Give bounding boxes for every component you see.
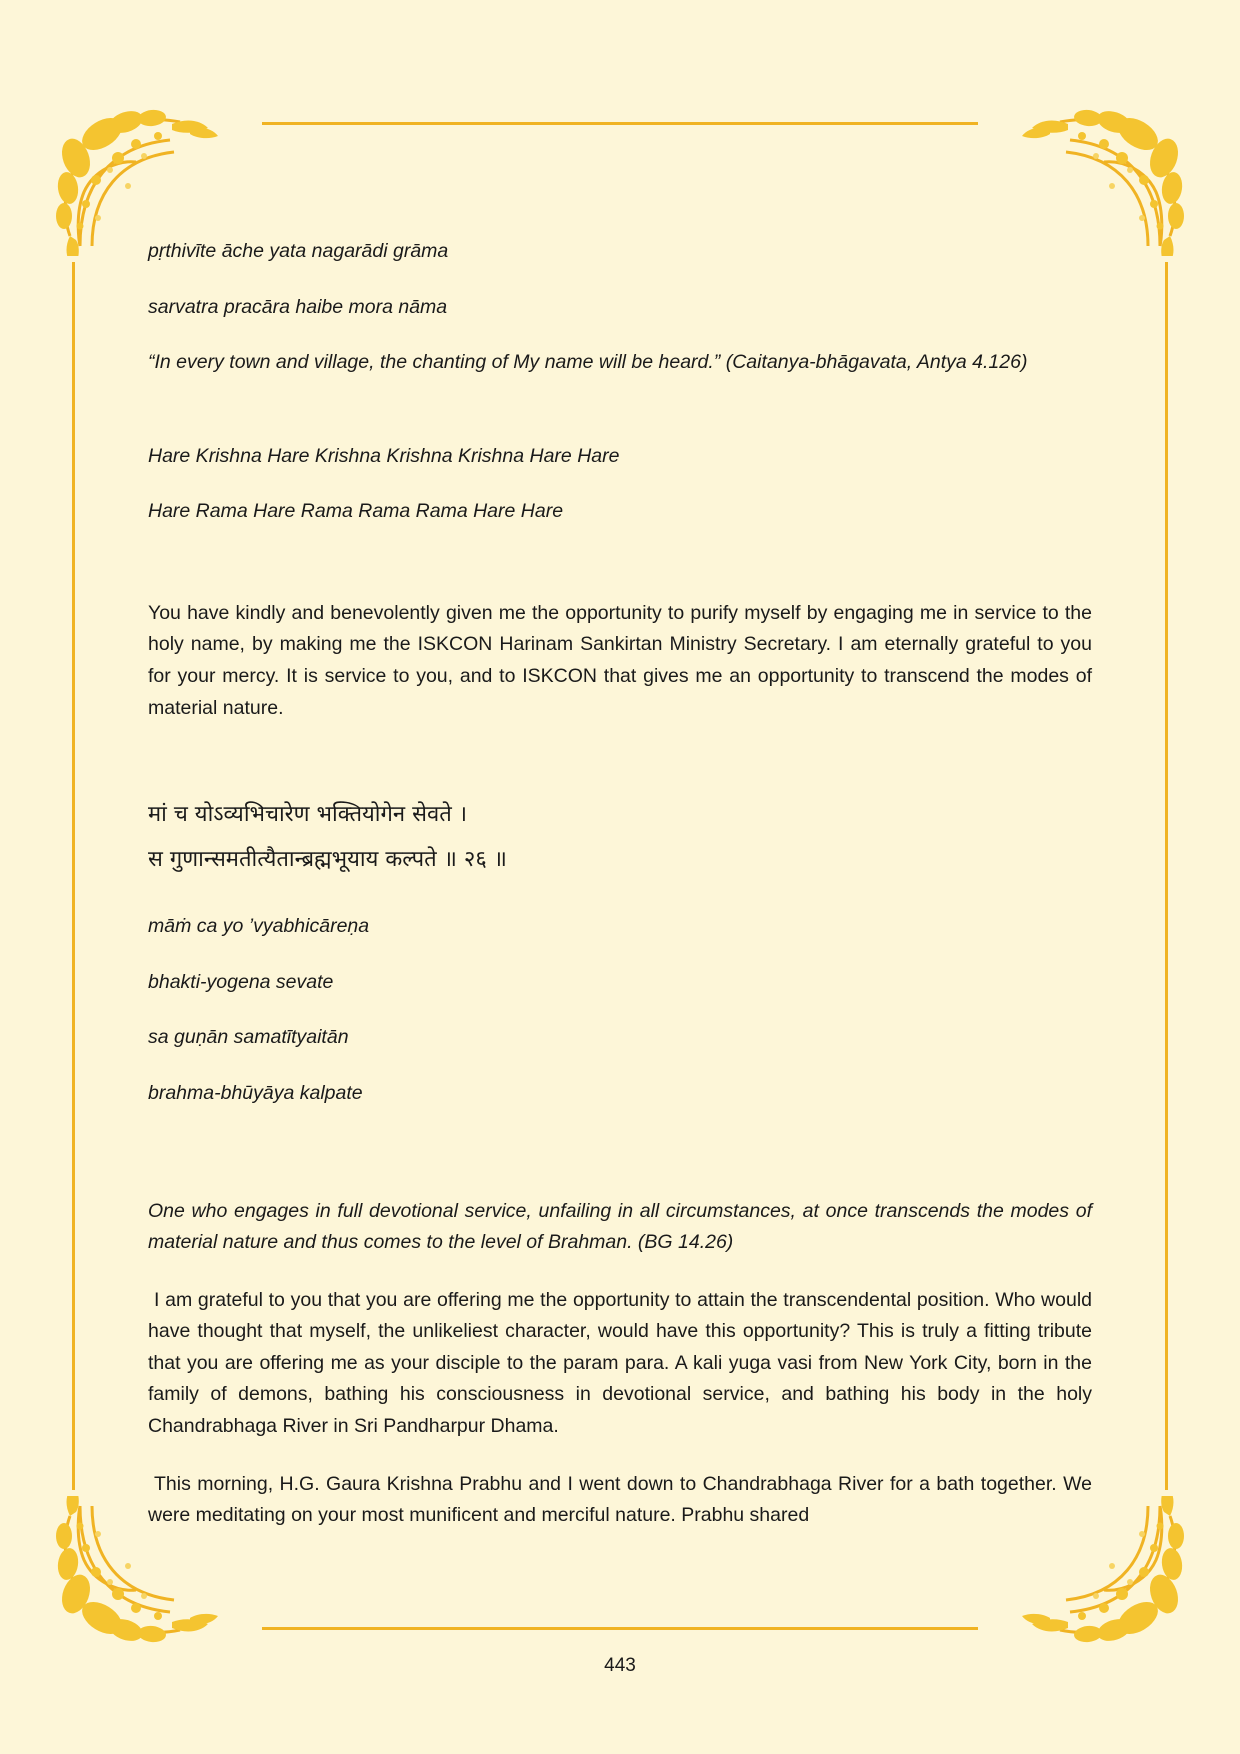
transliteration-line-4: brahma-bhūyāya kalpate (148, 1081, 363, 1104)
transliteration-line-1: māṁ ca yo ’vyabhicāreṇa (148, 915, 370, 938)
bhagavad-gita-translation: One who engages in full devotional service, unfailing in all circumstances, at once transcends the modes of material nature and thus comes to the level of Brahman. (BG 14.26) (148, 1199, 1092, 1254)
verse-line-1: pṛthivīte āche yata nagarādi grāma (148, 240, 449, 262)
spacer (148, 552, 1092, 598)
verse-translation-caitanya-bhagavata: “In every town and village, the chanting of My name will be heard.” (Caitanya-bhāgavata, Antya 4.126) (148, 351, 1028, 374)
spacer (148, 1134, 1092, 1196)
transliteration-line-2: bhakti-yogena sevate (148, 970, 334, 993)
border-line-left (72, 262, 75, 1490)
paragraph-gratitude: You have kindly and benevolently given me the opportunity to purify myself by engaging me in service to the holy name, by making me the ISKCON Harinam Sankirtan Ministry Secretary. I am eternally grateful to you for your mercy. It is service to you, and to ISKCON that gives me an opportunity to transcend the modes of material nature. (148, 601, 1092, 719)
spacer (148, 885, 1092, 911)
corner-ornament-top-right-icon (1000, 96, 1200, 256)
mahamantra-line-2: Hare Rama Hare Rama Rama Rama Hare Hare (148, 500, 564, 523)
spacer (148, 1443, 1092, 1469)
page-body-text (148, 236, 1092, 1532)
mahamantra-line-1: Hare Krishna Hare Krishna Krishna Krishna Hare Hare (148, 444, 620, 467)
spacer (148, 379, 1092, 441)
border-line-right (1165, 262, 1168, 1490)
border-line-bottom (262, 1627, 978, 1630)
paragraph-chandrabhaga-bath: This morning, H.G. Gaura Krishna Prabhu and I went down to Chandrabhaga River for a bath together. We were meditating on your most munificent and merciful nature. Prabhu shared (148, 1472, 1092, 1527)
verse-line-2: sarvatra pracāra haibe mora nāma (148, 295, 448, 318)
spacer (148, 724, 1092, 796)
page-number: 443 (604, 1655, 636, 1676)
devanagari-verse-line-2: स गुणान्समतीत्यैतान्ब्रह्मभूयाय कल्पते ॥ २६ ॥ (148, 846, 507, 872)
corner-ornament-top-left-icon (40, 96, 240, 256)
paragraph-transcendental-position: I am grateful to you that you are offering me the opportunity to attain the transcendental position. Who would have thought that myself, the unlikeliest character, would have this opportunity? This is truly a fitting tribute that you are offering me as your disciple to the param para. A kali yuga vasi from New York City, born in the family of demons, bathing his consciousness in devotional service, and bathing his body in the holy Chandrabhaga River in Sri Pandharpur Dhama. (148, 1288, 1092, 1437)
devanagari-verse-line-1: मां च योऽव्यभिचारेण भक्तियोगेन सेवते । (148, 802, 468, 828)
border-line-top (262, 122, 978, 125)
transliteration-line-3: sa guṇān samatītyaitān (148, 1026, 349, 1049)
spacer (148, 1259, 1092, 1285)
